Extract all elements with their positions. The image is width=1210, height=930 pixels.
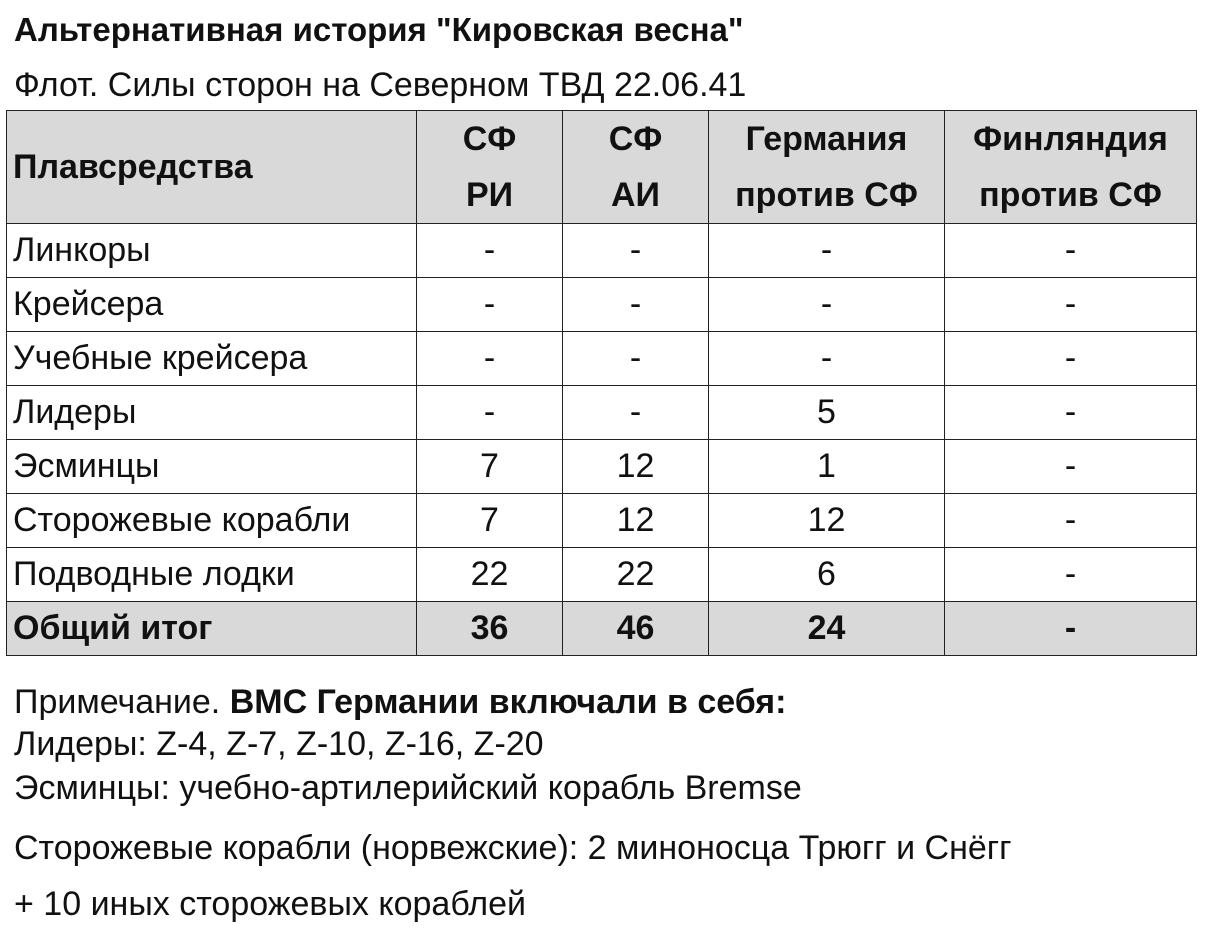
note-prefix: Примечание. (14, 683, 221, 721)
cell-finland: - (945, 548, 1197, 602)
note-heading-bold: ВМС Германии включали в себя: (229, 683, 787, 721)
row-label: Лидеры (7, 386, 417, 440)
cell-sf-ai: - (563, 278, 709, 332)
header-finland: Финляндия против СФ (945, 111, 1197, 224)
note-leaders: Лидеры: Z-4, Z-7, Z-10, Z-16, Z-20 (14, 725, 544, 763)
table-header-row (7, 111, 1197, 224)
row-label: Сторожевые корабли (7, 494, 417, 548)
header-sf-ai: СФ АИ (563, 111, 709, 224)
row-label: Учебные крейсера (7, 332, 417, 386)
header-germany: Германия против СФ (709, 111, 945, 224)
header-sf-ri: СФ РИ (417, 111, 563, 224)
cell-germany: - (709, 224, 945, 278)
table-row (7, 440, 1197, 494)
cell-sf-ri: 7 (417, 440, 563, 494)
table-row (7, 278, 1197, 332)
cell-germany: 12 (709, 494, 945, 548)
cell-finland: - (945, 494, 1197, 548)
table-row (7, 386, 1197, 440)
row-label: Эсминцы (7, 440, 417, 494)
cell-finland: - (945, 332, 1197, 386)
cell-sf-ri: - (417, 386, 563, 440)
header-vessels: Плавсредства (7, 111, 417, 224)
row-label: Подводные лодки (7, 548, 417, 602)
total-germany: 24 (709, 602, 945, 656)
fleet-table (6, 110, 1197, 656)
table-row (7, 548, 1197, 602)
cell-germany: 5 (709, 386, 945, 440)
row-label: Линкоры (7, 224, 417, 278)
total-sf-ai: 46 (563, 602, 709, 656)
note-patrol-more: + 10 иных сторожевых кораблей (14, 885, 527, 923)
cell-sf-ai: 12 (563, 494, 709, 548)
cell-finland: - (945, 386, 1197, 440)
total-sf-ri: 36 (417, 602, 563, 656)
table-row (7, 224, 1197, 278)
table-row (7, 494, 1197, 548)
cell-sf-ai: 12 (563, 440, 709, 494)
cell-germany: 6 (709, 548, 945, 602)
cell-finland: - (945, 440, 1197, 494)
cell-sf-ai: 22 (563, 548, 709, 602)
cell-sf-ri: 22 (417, 548, 563, 602)
cell-sf-ri: 7 (417, 494, 563, 548)
cell-sf-ai: - (563, 332, 709, 386)
cell-sf-ri: - (417, 332, 563, 386)
row-label: Крейсера (7, 278, 417, 332)
cell-sf-ai: - (563, 386, 709, 440)
cell-sf-ri: - (417, 278, 563, 332)
note-patrol: Сторожевые корабли (норвежские): 2 миноносца Трюгг и Снёгг (14, 829, 1012, 867)
total-finland: - (945, 602, 1197, 656)
table-row (7, 332, 1197, 386)
note-destroyers: Эсминцы: учебно-артилерийский корабль Bremse (14, 769, 802, 807)
cell-germany: - (709, 332, 945, 386)
cell-germany: - (709, 278, 945, 332)
cell-finland: - (945, 278, 1197, 332)
total-row (7, 602, 1197, 656)
page-subtitle: Флот. Силы сторон на Северном ТВД 22.06.41 (14, 66, 747, 104)
total-label: Общий итог (7, 602, 417, 656)
page-title: Альтернативная история "Кировская весна" (14, 11, 744, 48)
note-heading (14, 680, 786, 724)
cell-germany: 1 (709, 440, 945, 494)
cell-sf-ai: - (563, 224, 709, 278)
cell-sf-ri: - (417, 224, 563, 278)
cell-finland: - (945, 224, 1197, 278)
